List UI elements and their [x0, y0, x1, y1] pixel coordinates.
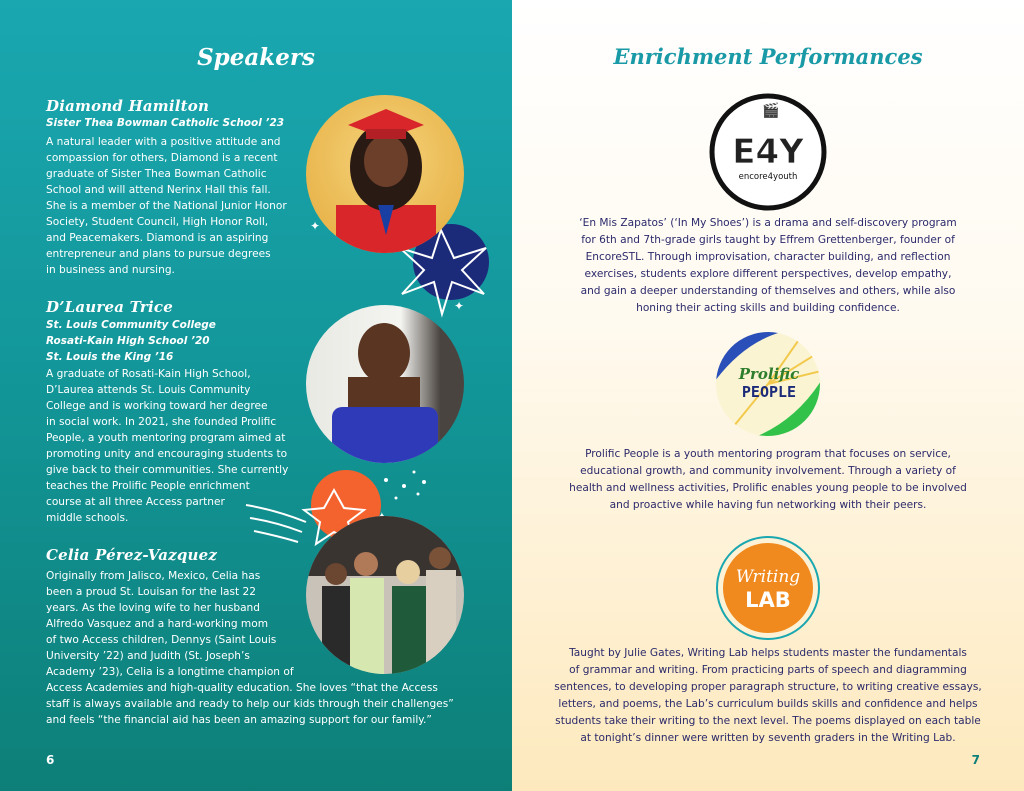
speakers-title: Speakers: [197, 44, 315, 71]
writing-lab-logo-line1: Writing: [735, 567, 801, 587]
graduate-portrait: [306, 95, 464, 253]
enrichment-page: [512, 0, 1024, 791]
program-description-writing-lab: Taught by Julie Gates, Writing Lab helps students master the fundamentals of grammar and writing. From practicing parts of speech and diagramming sentences, to developing proper paragraph structure, to writing creative essays, letters, and poems, the Lab’s curriculum builds skills and confidence and helps students take their writing to the next level. The poems displayed on each table at tonight’s dinner were written by seventh graders in the Writing Lab.: [554, 647, 982, 744]
writing-lab-logo: [715, 535, 821, 641]
speaker-bio-diamond: A natural leader with a positive attitude and compassion for others, Diamond is a recent graduate of Sister Thea Bowman Catholic School and will attend Nerinx Hall this fall. She is a member of the National Junior Honor Society, Student Council, High Honor Roll, and Peacemakers. Diamond is an aspiring entrepreneur and plans to pursue degrees in business and nursing.: [46, 136, 287, 276]
speaker-bio-celia: Originally from Jalisco, Mexico, Celia has been a proud St. Louisan for the last 22 years. As the loving wife to her husband Alfredo Vasquez and a hard-working mom of two Access children, Dennys (Saint Louis University ’22) and Judith (St. Joseph’s Academy ’23), Celia is a longtime champion of Access Academies and high-quality education. She loves “that the Access staff is always available and ready to help our kids through their challenges” and feels “the financial aid has been an amazing support for our family.”: [46, 570, 454, 726]
page-number-left: 6: [46, 753, 55, 767]
program-description-prolific: Prolific People is a youth mentoring program that focuses on service, educational growth, and community involvement. Through a variety of health and wellness activities, Prolific enables young people to be involved and proactive while having fun networking with their peers.: [569, 448, 967, 511]
speaker-name-celia: Celia Pérez-Vazquez: [46, 546, 218, 564]
diamond-photo: [306, 95, 464, 253]
svg-text:🎬: 🎬: [762, 103, 780, 119]
speaker-name-dlaurea: D’Laurea Trice: [46, 298, 173, 316]
page-number-right: 7: [971, 753, 980, 767]
e4y-logo-text: E4Y: [732, 132, 804, 172]
program-description-encore: ‘En Mis Zapatos’ (‘In My Shoes’) is a drama and self-discovery program for 6th and 7th-grade girls taught by Effrem Grettenberger, founder of EncoreSTL. Through improvisation, character building, and reflection exercises, students explore different perspectives, develop empathy, and gain a deeper understanding of themselves and others, while also honing their acting skills and building confidence.: [579, 217, 957, 314]
dlaurea-portrait: [306, 305, 464, 463]
svg-text:✦: ✦: [310, 219, 321, 233]
encore4youth-logo-subtext: encore4youth: [738, 172, 798, 182]
svg-text:✦: ✦: [454, 299, 465, 313]
prolific-logo-line1: Prolific: [738, 365, 800, 383]
writing-lab-logo-line2: LAB: [745, 588, 791, 612]
prolific-people-logo: [715, 331, 821, 437]
speaker-bio-dlaurea: A graduate of Rosati-Kain High School, D’Laurea attends St. Louis Community College and is working toward her degree in social work. In 2021, she founded Prolific People, a youth mentoring program aimed at promoting unity and encouraging students to give back to their communities. She currently teaches the Prolific People enrichment course at all three Access partner middle schools.: [46, 368, 289, 524]
speaker-affiliation: Sister Thea Bowman Catholic School ’23: [46, 117, 285, 129]
speaker-name-diamond: Diamond Hamilton: [46, 97, 210, 115]
speaker-affiliations-dlaurea: St. Louis Community College Rosati-Kain High School ’20 St. Louis the King ’16: [46, 319, 216, 363]
enrichment-title: Enrichment Performances: [613, 44, 923, 69]
prolific-logo-line2: PEOPLE: [741, 383, 797, 401]
dlaurea-photo: [306, 305, 464, 463]
encore4youth-logo: [709, 93, 827, 211]
